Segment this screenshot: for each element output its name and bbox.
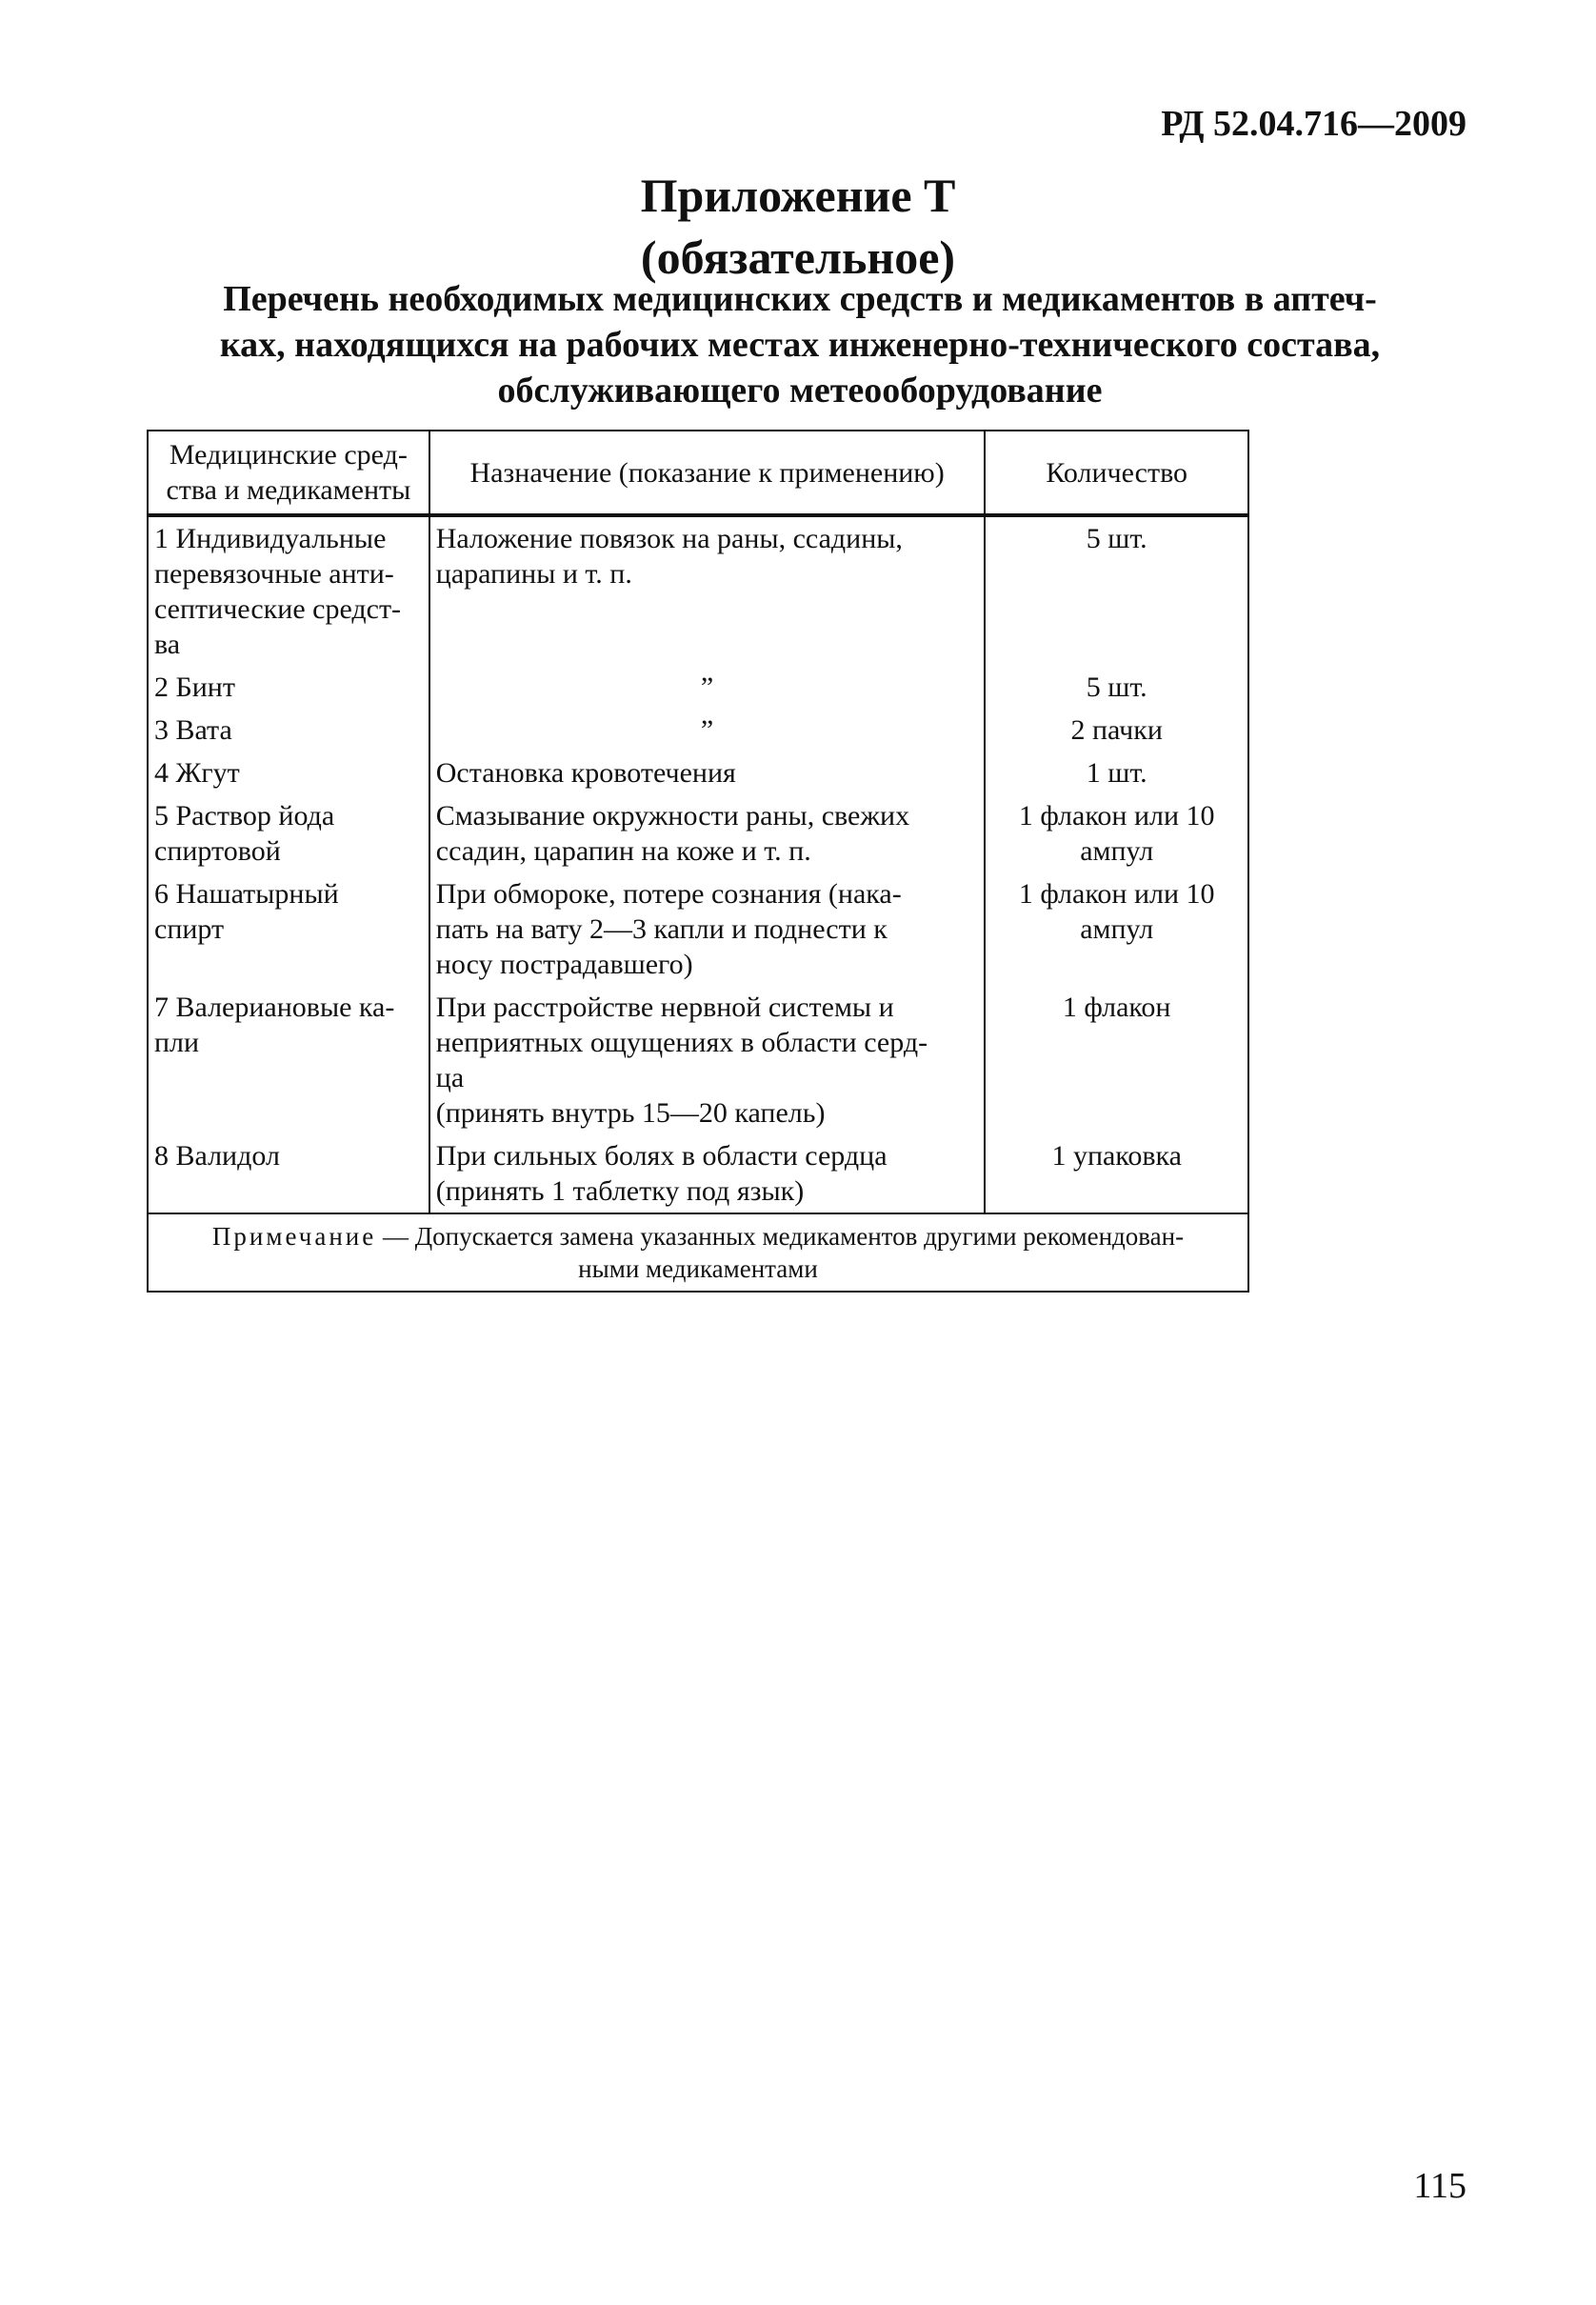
cell-line: 2 пачки (1070, 714, 1163, 746)
appendix-heading (143, 276, 1457, 413)
cell-quantity (985, 794, 1248, 872)
cell-line: При расстройстве нервной системы и (435, 992, 894, 1023)
cell-line: носу пострадавшего) (435, 949, 693, 980)
cell-line: перевязочные анти- (154, 558, 394, 590)
heading-line: Перечень необходимых медицинских средств и медикаментов в аптеч- (223, 279, 1377, 319)
table-note (148, 1213, 1248, 1292)
cell-medicine (148, 1134, 429, 1213)
cell-line: 3 Вата (154, 714, 232, 746)
cell-line: 1 флакон или 10 (1018, 878, 1215, 910)
cell-medicine (148, 752, 429, 794)
table-row (148, 709, 1248, 752)
table-row (148, 752, 1248, 794)
cell-line: неприятных ощущениях в области серд- (435, 1027, 928, 1058)
cell-purpose (429, 666, 986, 709)
header-quantity: Количество (985, 431, 1248, 515)
cell-line: 1 шт. (1086, 757, 1147, 789)
cell-line: 7 Валериановые ка- (154, 992, 395, 1023)
table-row (148, 794, 1248, 872)
cell-line: 8 Валидол (154, 1140, 280, 1172)
note-text: — Допускается замена указанных медикаментов другими рекомендован- (376, 1222, 1185, 1251)
cell-purpose (429, 1134, 986, 1213)
note-text-line2: ными медикаментами (578, 1254, 818, 1283)
cell-purpose (429, 709, 986, 752)
cell-line: ” (700, 671, 714, 703)
cell-line: ссадин, царапин на коже и т. п. (435, 835, 811, 867)
cell-line: (принять внутрь 15—20 капель) (435, 1097, 826, 1129)
cell-medicine (148, 666, 429, 709)
cell-line: Остановка кровотечения (435, 757, 736, 789)
cell-line: 5 шт. (1086, 671, 1147, 703)
cell-purpose (429, 752, 986, 794)
medicines-table (147, 430, 1249, 1293)
cell-quantity (985, 986, 1248, 1134)
cell-medicine (148, 872, 429, 986)
table-note-row (148, 1213, 1248, 1292)
document-code: РД 52.04.716—2009 (1161, 104, 1466, 144)
cell-line: 1 флакон или 10 (1018, 800, 1215, 832)
cell-quantity (985, 752, 1248, 794)
cell-quantity (985, 666, 1248, 709)
heading-line: обслуживающего метеооборудование (497, 371, 1103, 411)
cell-line: пать на вату 2—3 капли и поднести к (435, 913, 888, 945)
table-row (148, 1134, 1248, 1213)
cell-line: спирт (154, 913, 225, 945)
table-body (148, 515, 1248, 1213)
cell-line: (принять 1 таблетку под язык) (435, 1175, 805, 1207)
cell-line: пли (154, 1027, 200, 1058)
cell-quantity (985, 515, 1248, 666)
heading-line: ках, находящихся на рабочих местах инженерно-технического состава, (219, 325, 1381, 365)
cell-line: 4 Жгут (154, 757, 240, 789)
cell-line: 1 Индивидуальные (154, 523, 387, 554)
cell-purpose (429, 794, 986, 872)
cell-line: ” (700, 714, 714, 746)
cell-line: 5 шт. (1086, 523, 1147, 554)
header-line: ства и медикаменты (166, 474, 411, 506)
cell-line: При сильных болях в области сердца (435, 1140, 888, 1172)
cell-medicine (148, 794, 429, 872)
cell-line: Наложение повязок на раны, ссадины, (435, 523, 903, 554)
header-medicines (148, 431, 429, 515)
cell-purpose (429, 986, 986, 1134)
table-row (148, 986, 1248, 1134)
cell-quantity (985, 872, 1248, 986)
cell-medicine (148, 986, 429, 1134)
cell-quantity (985, 709, 1248, 752)
cell-purpose (429, 872, 986, 986)
header-line: Медицинские сред- (169, 439, 408, 471)
cell-line: При обмороке, потере сознания (нака- (435, 878, 902, 910)
cell-line: спиртовой (154, 835, 281, 867)
cell-line: Смазывание окружности раны, свежих (435, 800, 910, 832)
cell-line: 6 Нашатырный (154, 878, 339, 910)
appendix-status: (обязательное) (640, 230, 956, 284)
cell-line: ампул (1080, 835, 1154, 867)
page-number: 115 (1413, 2166, 1466, 2206)
cell-purpose (429, 515, 986, 666)
cell-line: ва (154, 629, 181, 660)
note-label: Примечание (211, 1222, 377, 1251)
cell-line: 1 упаковка (1051, 1140, 1182, 1172)
table-row (148, 666, 1248, 709)
table-row (148, 515, 1248, 666)
table-row (148, 872, 1248, 986)
cell-quantity (985, 1134, 1248, 1213)
cell-line: септические средст- (154, 593, 402, 625)
header-purpose: Назначение (показание к применению) (429, 431, 986, 515)
table-header-row (148, 431, 1248, 515)
cell-line: 1 флакон (1062, 992, 1171, 1023)
cell-line: ца (435, 1062, 465, 1093)
cell-medicine (148, 515, 429, 666)
cell-line: 2 Бинт (154, 671, 235, 703)
cell-line: ампул (1080, 913, 1154, 945)
cell-line: 5 Раствор йода (154, 800, 335, 832)
cell-line: царапины и т. п. (435, 558, 632, 590)
appendix-title: Приложение Т (640, 169, 956, 222)
cell-medicine (148, 709, 429, 752)
